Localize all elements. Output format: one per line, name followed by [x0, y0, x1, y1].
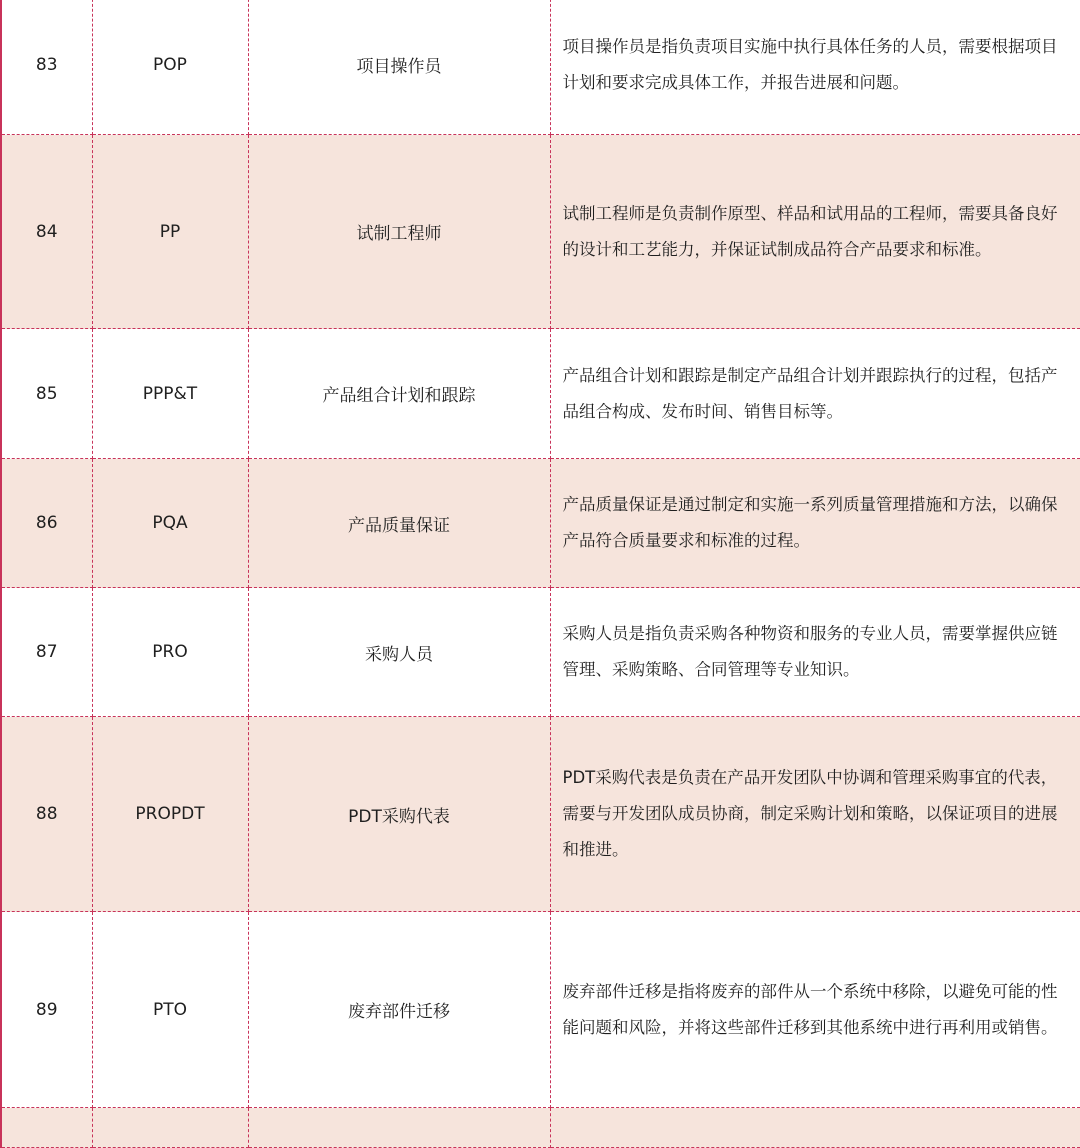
row-term: 采购人员 — [248, 588, 550, 717]
row-number: 85 — [1, 329, 92, 459]
row-description: 采购人员是指负责采购各种物资和服务的专业人员，需要掌握供应链管理、采购策略、合同管理等专业知识。 — [550, 588, 1080, 717]
row-number: 84 — [1, 135, 92, 329]
table-row — [1, 135, 1080, 329]
row-abbreviation: PP — [92, 135, 248, 329]
row-term: 产品组合计划和跟踪 — [248, 329, 550, 459]
row-description: 项目操作员是指负责项目实施中执行具体任务的人员，需要根据项目计划和要求完成具体工作，并报告进展和问题。 — [550, 0, 1080, 135]
row-abbreviation: PTO — [92, 912, 248, 1108]
table-row — [1, 329, 1080, 459]
row-number: 83 — [1, 0, 92, 135]
table-row-partial — [1, 1108, 1080, 1148]
row-description: 废弃部件迁移是指将废弃的部件从一个系统中移除，以避免可能的性能问题和风险，并将这些部件迁移到其他系统中进行再利用或销售。 — [550, 912, 1080, 1108]
table-row — [1, 588, 1080, 717]
row-description: PDT采购代表是负责在产品开发团队中协调和管理采购事宜的代表，需要与开发团队成员协商，制定采购计划和策略，以保证项目的进展和推进。 — [550, 717, 1080, 912]
row-number: 89 — [1, 912, 92, 1108]
row-abbreviation: PROPDT — [92, 717, 248, 912]
table-row — [1, 717, 1080, 912]
row-abbreviation: PPP&T — [92, 329, 248, 459]
row-abbreviation: POP — [92, 0, 248, 135]
row-description: 产品质量保证是通过制定和实施一系列质量管理措施和方法，以确保产品符合质量要求和标准的过程。 — [550, 459, 1080, 588]
row-term: 废弃部件迁移 — [248, 912, 550, 1108]
row-description: 产品组合计划和跟踪是制定产品组合计划并跟踪执行的过程，包括产品组合构成、发布时间、销售目标等。 — [550, 329, 1080, 459]
row-number: 86 — [1, 459, 92, 588]
row-number: 88 — [1, 717, 92, 912]
row-description: 试制工程师是负责制作原型、样品和试用品的工程师，需要具备良好的设计和工艺能力，并保证试制成品符合产品要求和标准。 — [550, 135, 1080, 329]
row-term: PDT采购代表 — [248, 717, 550, 912]
row-term: 试制工程师 — [248, 135, 550, 329]
row-abbreviation: PQA — [92, 459, 248, 588]
row-number: 87 — [1, 588, 92, 717]
row-term: 产品质量保证 — [248, 459, 550, 588]
row-abbreviation: PRO — [92, 588, 248, 717]
table-row — [1, 459, 1080, 588]
table-row — [1, 0, 1080, 135]
row-term: 项目操作员 — [248, 0, 550, 135]
table-row — [1, 912, 1080, 1108]
